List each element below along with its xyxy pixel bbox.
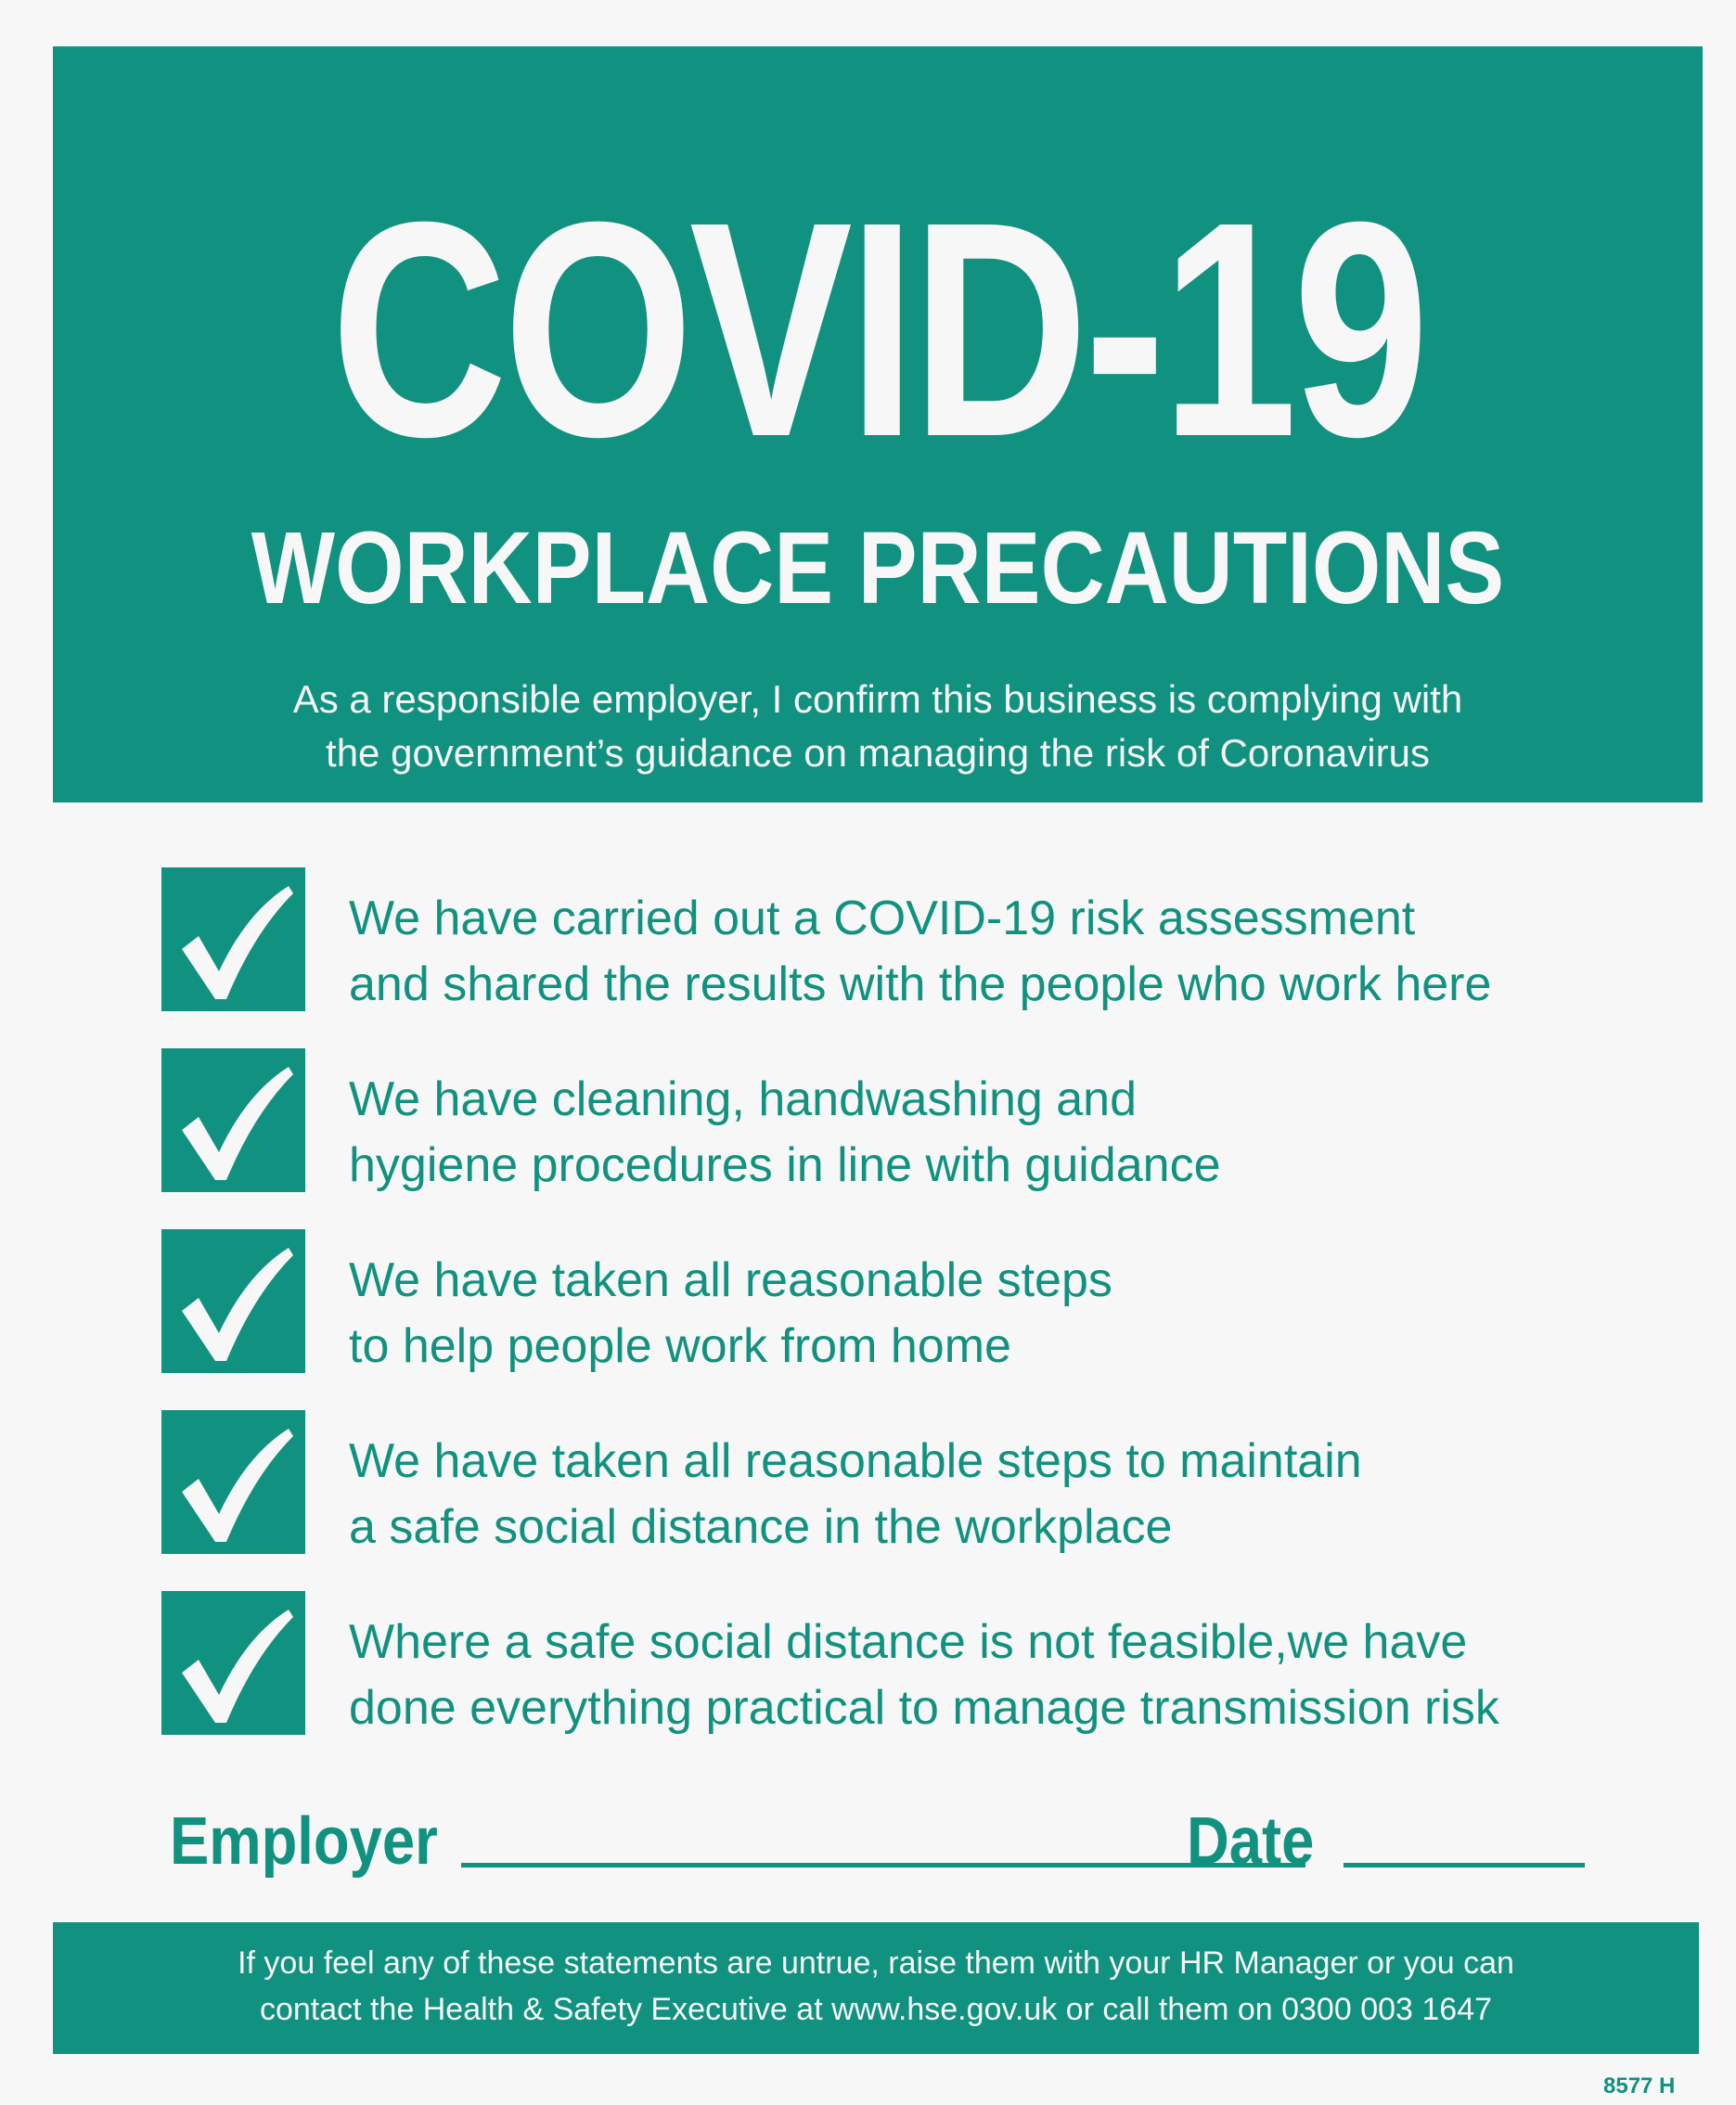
checkmark-icon	[161, 1410, 305, 1554]
checklist-item-line: We have cleaning, handwashing and	[349, 1072, 1137, 1126]
footer-notice	[53, 1940, 1699, 2033]
intro-line: As a responsible employer, I confirm this business is complying with	[292, 677, 1463, 721]
footer-line: If you feel any of these statements are untrue, raise them with your HR Manager or you can	[238, 1945, 1514, 1981]
checklist-item-line: We have carried out a COVID-19 risk assessment	[349, 892, 1416, 945]
checkmark-icon	[161, 867, 305, 1011]
checklist-item-text	[349, 886, 1491, 1018]
checkmark-icon	[161, 1591, 305, 1735]
footer-line: contact the Health & Safety Executive at www.hse.gov.uk or call them on 0300 003 1647	[259, 1992, 1493, 2027]
employer-label: Employer	[170, 1804, 438, 1879]
page-title: COVID-19	[330, 158, 1425, 500]
checklist-item-line: and shared the results with the people who work here	[349, 957, 1492, 1011]
checklist-item	[161, 1229, 1609, 1373]
checklist-item-text	[349, 1248, 1112, 1380]
checklist-item-line: We have taken all reasonable steps	[349, 1253, 1112, 1307]
checkmark-icon	[161, 1048, 305, 1192]
checklist-item-line: hygiene procedures in line with guidance	[349, 1138, 1221, 1192]
checklist-item-line: We have taken all reasonable steps to maintain	[349, 1434, 1362, 1488]
checklist-item-text	[349, 1429, 1362, 1560]
checklist-item-line: a safe social distance in the workplace	[349, 1500, 1173, 1554]
checklist-item-line: to help people work from home	[349, 1319, 1011, 1373]
checklist-item-line: done everything practical to manage transmission risk	[349, 1681, 1499, 1735]
checklist-item	[161, 1048, 1609, 1192]
checklist-item	[161, 867, 1609, 1011]
footer-banner	[53, 1922, 1699, 2054]
checklist-item-text	[349, 1610, 1499, 1741]
checklist-item-text	[349, 1067, 1221, 1199]
intro-line: the government’s guidance on managing the risk of Coronavirus	[326, 731, 1430, 775]
signature-row	[170, 1800, 1589, 1883]
checklist-item	[161, 1591, 1609, 1735]
checklist-item	[161, 1410, 1609, 1554]
employer-signature-line	[461, 1863, 1305, 1868]
intro-statement	[53, 673, 1703, 780]
product-code: 8577 H	[1603, 2073, 1676, 2099]
page-subtitle: WORKPLACE PRECAUTIONS	[251, 511, 1505, 625]
header-banner	[53, 46, 1703, 802]
checklist-item-line: Where a safe social distance is not feasible,we have	[349, 1615, 1468, 1669]
checkmark-icon	[161, 1229, 305, 1373]
date-label: Date	[1187, 1804, 1315, 1879]
date-signature-line	[1344, 1863, 1585, 1868]
